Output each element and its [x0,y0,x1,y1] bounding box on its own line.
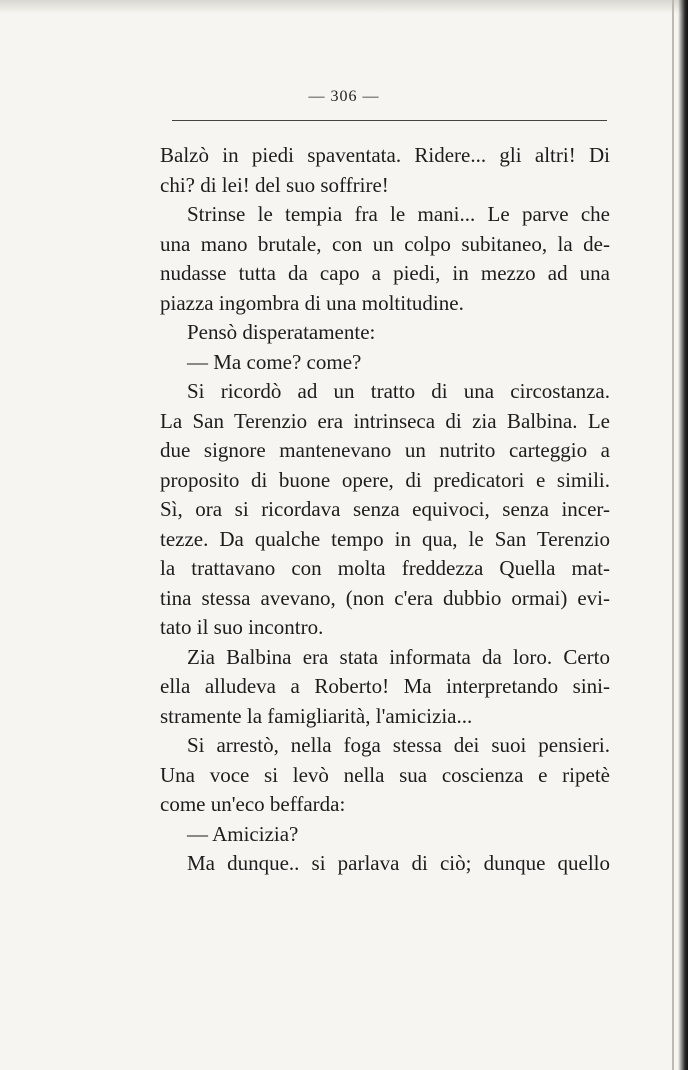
text-line: Sì, ora si ricordava senza equivoci, senza incer- [160,497,610,521]
page-number: — 306 — [308,88,380,105]
text-line: Si ricordò ad un tratto di una circostanza. [187,379,610,403]
text-line: — Amicizia? [187,821,299,846]
text-line: Ma dunque.. si parlava di ciò; dunque quello [187,851,610,875]
text-line: Una voce si levò nella sua coscienza e ripetè [160,762,610,787]
page-edge-line [672,0,674,1070]
text-line: Strinse le tempia fra le mani... Le parve che [187,202,610,226]
text-line: come un'eco beffarda: [160,792,346,816]
text-line: — Ma come? come? [187,349,362,374]
text-line: la trattavano con molta freddezza Quella mat- [160,556,610,580]
text-line: Balzò in piedi spaventata. Ridere... gli altri! Di [160,143,610,167]
text-line: una mano brutale, con un colpo subitaneo, la de- [160,231,610,256]
text-line: Zia Balbina era stata informata da loro. Certo [187,644,610,669]
text-line: piazza ingombra di una moltitudine. [160,290,464,315]
text-line: nudasse tutta da capo a piedi, in mezzo ad una [160,261,610,285]
page-binding-shadow [678,0,688,1070]
header-rule [172,120,607,121]
text-line: due signore mantenevano un nutrito carteggio a [160,438,610,462]
body-text [160,141,610,879]
text-line: La San Terenzio era intrinseca di zia Balbina. Le [160,408,610,433]
text-line: proposito di buone opere, di predicatori e simili. [160,467,610,492]
text-line: stramente la famigliarità, l'amicizia... [160,703,473,728]
text-line: Si arrestò, nella foga stessa dei suoi pensieri. [187,733,610,757]
text-line: Pensò disperatamente: [187,320,376,344]
text-line: chi? di lei! del suo soffrire! [160,172,389,197]
text-line: tina stessa avevano, (non c'era dubbio ormai) evi- [160,585,610,610]
text-line: ella alludeva a Roberto! Ma interpretando sini- [160,674,610,698]
page-top-shadow [0,0,688,14]
text-line: tezze. Da qualche tempo in qua, le San Terenzio [160,526,610,551]
text-line: tato il suo incontro. [160,615,324,639]
